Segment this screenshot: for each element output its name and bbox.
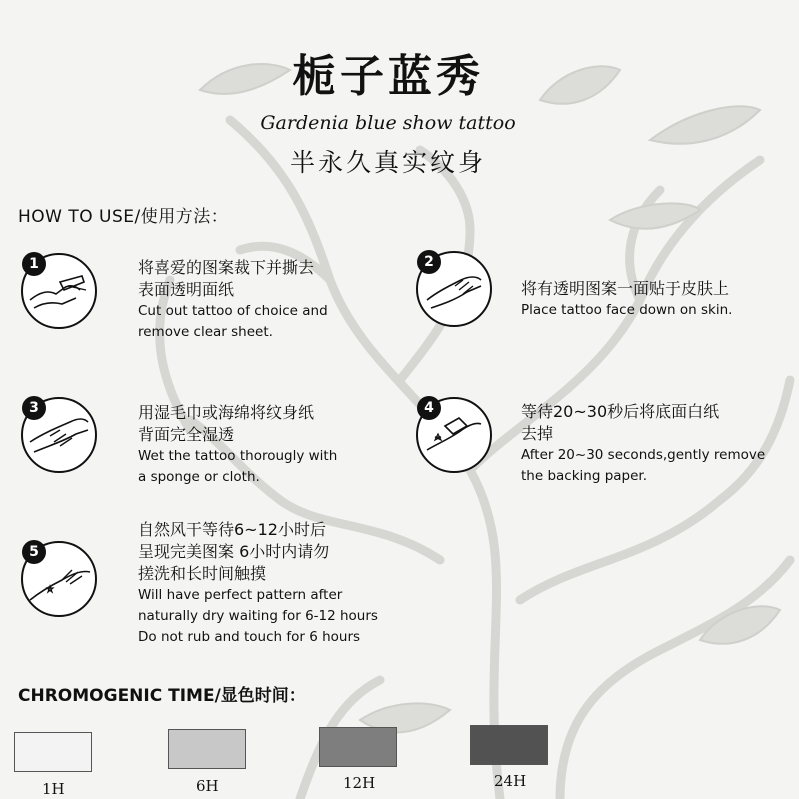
step-1-en-line-2: remove clear sheet.	[138, 324, 273, 340]
step-5-zh-line-2: 呈现完美图案 6小时内请勿	[138, 542, 330, 561]
step-5-en-line-3: Do not rub and touch for 6 hours	[138, 629, 361, 645]
step-4-number-badge: 4	[417, 396, 441, 420]
swatch-6h	[168, 729, 246, 769]
step-2-number-badge: 2	[417, 250, 441, 274]
chromogenic-time-heading: CHROMOGENIC TIME/显色时间：	[18, 686, 306, 706]
swatch-label-1h: 1H	[42, 780, 65, 798]
step-3-number-badge: 3	[22, 396, 46, 420]
swatch-label-24h: 24H	[494, 772, 527, 790]
step-3-zh-line-1: 用湿毛巾或海绵将纹身纸	[138, 403, 315, 422]
step-5-zh-line-1: 自然风干等待6~12小时后	[138, 520, 326, 539]
swatch-1h	[14, 732, 92, 772]
step-4-zh-line-1: 等待20~30秒后将底面白纸	[521, 402, 720, 421]
step-4-zh-line-2: 去掉	[521, 424, 554, 443]
step-5-number-badge: 5	[22, 540, 46, 564]
step-4-en-line-2: the backing paper.	[521, 468, 648, 484]
swatch-12h	[319, 727, 397, 767]
step-5-en-line-2: naturally dry waiting for 6-12 hours	[138, 608, 378, 624]
step-3-en-line-1: Wet the tattoo thorougly with	[138, 448, 338, 464]
step-1-zh-line-1: 将喜爱的图案裁下并撕去	[138, 258, 315, 277]
step-1-en-line-1: Cut out tattoo of choice and	[138, 303, 328, 319]
step-2-en-line-1: Place tattoo face down on skin.	[521, 302, 733, 318]
step-1-number-badge: 1	[22, 252, 46, 276]
step-5-en-line-1: Will have perfect pattern after	[138, 587, 343, 603]
swatch-24h	[470, 725, 548, 765]
swatch-label-12h: 12H	[343, 774, 376, 792]
step-5-zh-line-3: 搓洗和长时间触摸	[138, 564, 267, 583]
step-1-zh-line-2: 表面透明面纸	[138, 280, 235, 299]
how-to-use-heading: HOW TO USE/使用方法：	[18, 207, 229, 227]
brand-title-english: Gardenia blue show tattoo	[260, 112, 516, 134]
step-3-zh-line-2: 背面完全湿透	[138, 425, 235, 444]
brand-subtitle-chinese: 半永久真实纹身	[289, 148, 486, 177]
brand-title-chinese: 栀子蓝秀	[292, 51, 484, 102]
step-4-en-line-1: After 20~30 seconds,gently remove	[521, 447, 766, 463]
step-3-en-line-2: a sponge or cloth.	[138, 469, 260, 485]
step-2-zh-line-1: 将有透明图案一面贴于皮肤上	[521, 279, 730, 298]
swatch-label-6h: 6H	[196, 777, 219, 795]
